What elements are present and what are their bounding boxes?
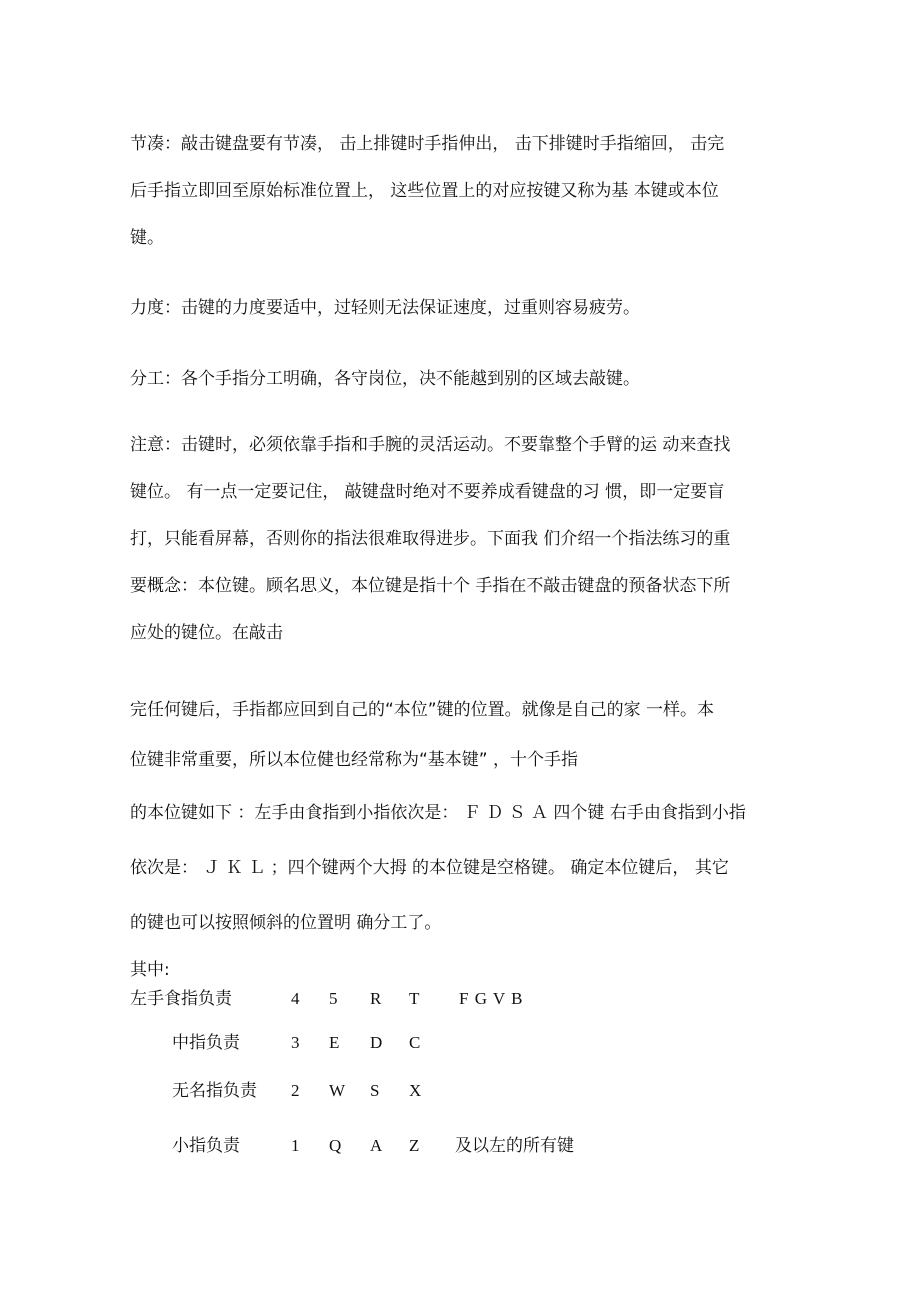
key-cell: F G V B xyxy=(459,989,524,1008)
text-line: 应处的键位。在敲击 xyxy=(130,623,283,643)
text-line: 力度：击键的力度要适中，过轻则无法保证速度，过重则容易疲劳。 xyxy=(130,298,640,318)
key-cell: R xyxy=(370,989,382,1008)
key-cell: E xyxy=(329,1033,340,1052)
paragraph-rhythm xyxy=(130,121,790,262)
key-cell: 1 xyxy=(291,1136,300,1155)
finger-row-label: 中指负责 xyxy=(172,1033,240,1053)
finger-row-middle xyxy=(0,1030,920,1056)
text-line: 位键非常重要，所以本位健也经常称为“基本键” ，十个手指 xyxy=(130,750,579,770)
key-cell: W xyxy=(329,1081,346,1100)
key-cell: 2 xyxy=(291,1081,300,1100)
key-cell: S xyxy=(370,1081,380,1100)
key-cell: X xyxy=(409,1081,422,1100)
key-cell: T xyxy=(409,989,420,1008)
text-line: 的键也可以按照倾斜的位置明 确分工了。 xyxy=(130,913,442,933)
text-line: 打，只能看屏幕，否则你的指法很难取得进步。下面我 们介绍一个指法练习的重 xyxy=(130,529,731,549)
text-line: 依次是： Ｊ Ｋ Ｌ ；四个键两个大拇 的本位键是空格键。 确定本位键后， 其它 xyxy=(130,858,729,878)
paragraph-home-keys xyxy=(130,684,790,951)
text-line: 注意：击键时，必须依靠手指和手腕的灵活运动。不要靠整个手臂的运 动来查找 xyxy=(130,435,731,455)
finger-row-left-index xyxy=(0,986,920,1012)
paragraph-division xyxy=(130,356,790,403)
text-line: 的本位键如下 ：左手由食指到小指依次是： Ｆ Ｄ Ｓ Ａ 四个键 右手由食指到小指 xyxy=(130,803,746,823)
finger-row-label: 小指负责 xyxy=(172,1136,240,1156)
finger-row-pinky xyxy=(0,1133,920,1159)
text-line: 键。 xyxy=(130,228,164,248)
key-cell: 5 xyxy=(329,989,338,1008)
text-line: 键位。 有一点一定要记住， 敲键盘时绝对不要养成看键盘的习 惯，即一定要盲 xyxy=(130,482,725,502)
text-line: 后手指立即回至原始标准位置上， 这些位置上的对应按键又称为基 本键或本位 xyxy=(130,181,719,201)
key-cell: 4 xyxy=(291,989,300,1008)
paragraph-attention xyxy=(130,422,790,657)
key-cell: Z xyxy=(409,1136,420,1155)
text-line: 分工：各个手指分工明确，各守岗位，决不能越到别的区域去敲键。 xyxy=(130,369,640,389)
text-line: 要概念：本位键。顾名思义，本位键是指十个 手指在不敲击键盘的预备状态下所 xyxy=(130,576,731,596)
text-line: 节凑：敲击键盘要有节凑， 击上排键时手指伸出， 击下排键时手指缩回， 击完 xyxy=(130,134,725,154)
finger-table-title: 其中: xyxy=(130,960,170,980)
finger-row-label: 无名指负责 xyxy=(172,1081,257,1101)
key-cell: Q xyxy=(329,1136,342,1155)
paragraph-force xyxy=(130,285,790,332)
text-line: 完任何键后，手指都应回到自己的“本位”键的位置。就像是自己的家 一样。本 xyxy=(130,700,715,720)
key-cell: D xyxy=(370,1033,383,1052)
key-cell: C xyxy=(409,1033,421,1052)
finger-row-ring xyxy=(0,1078,920,1104)
finger-row-label: 左手食指负责 xyxy=(130,989,232,1009)
key-cell: 3 xyxy=(291,1033,300,1052)
finger-row-note: 及以左的所有键 xyxy=(455,1136,574,1156)
key-cell: A xyxy=(370,1136,383,1155)
